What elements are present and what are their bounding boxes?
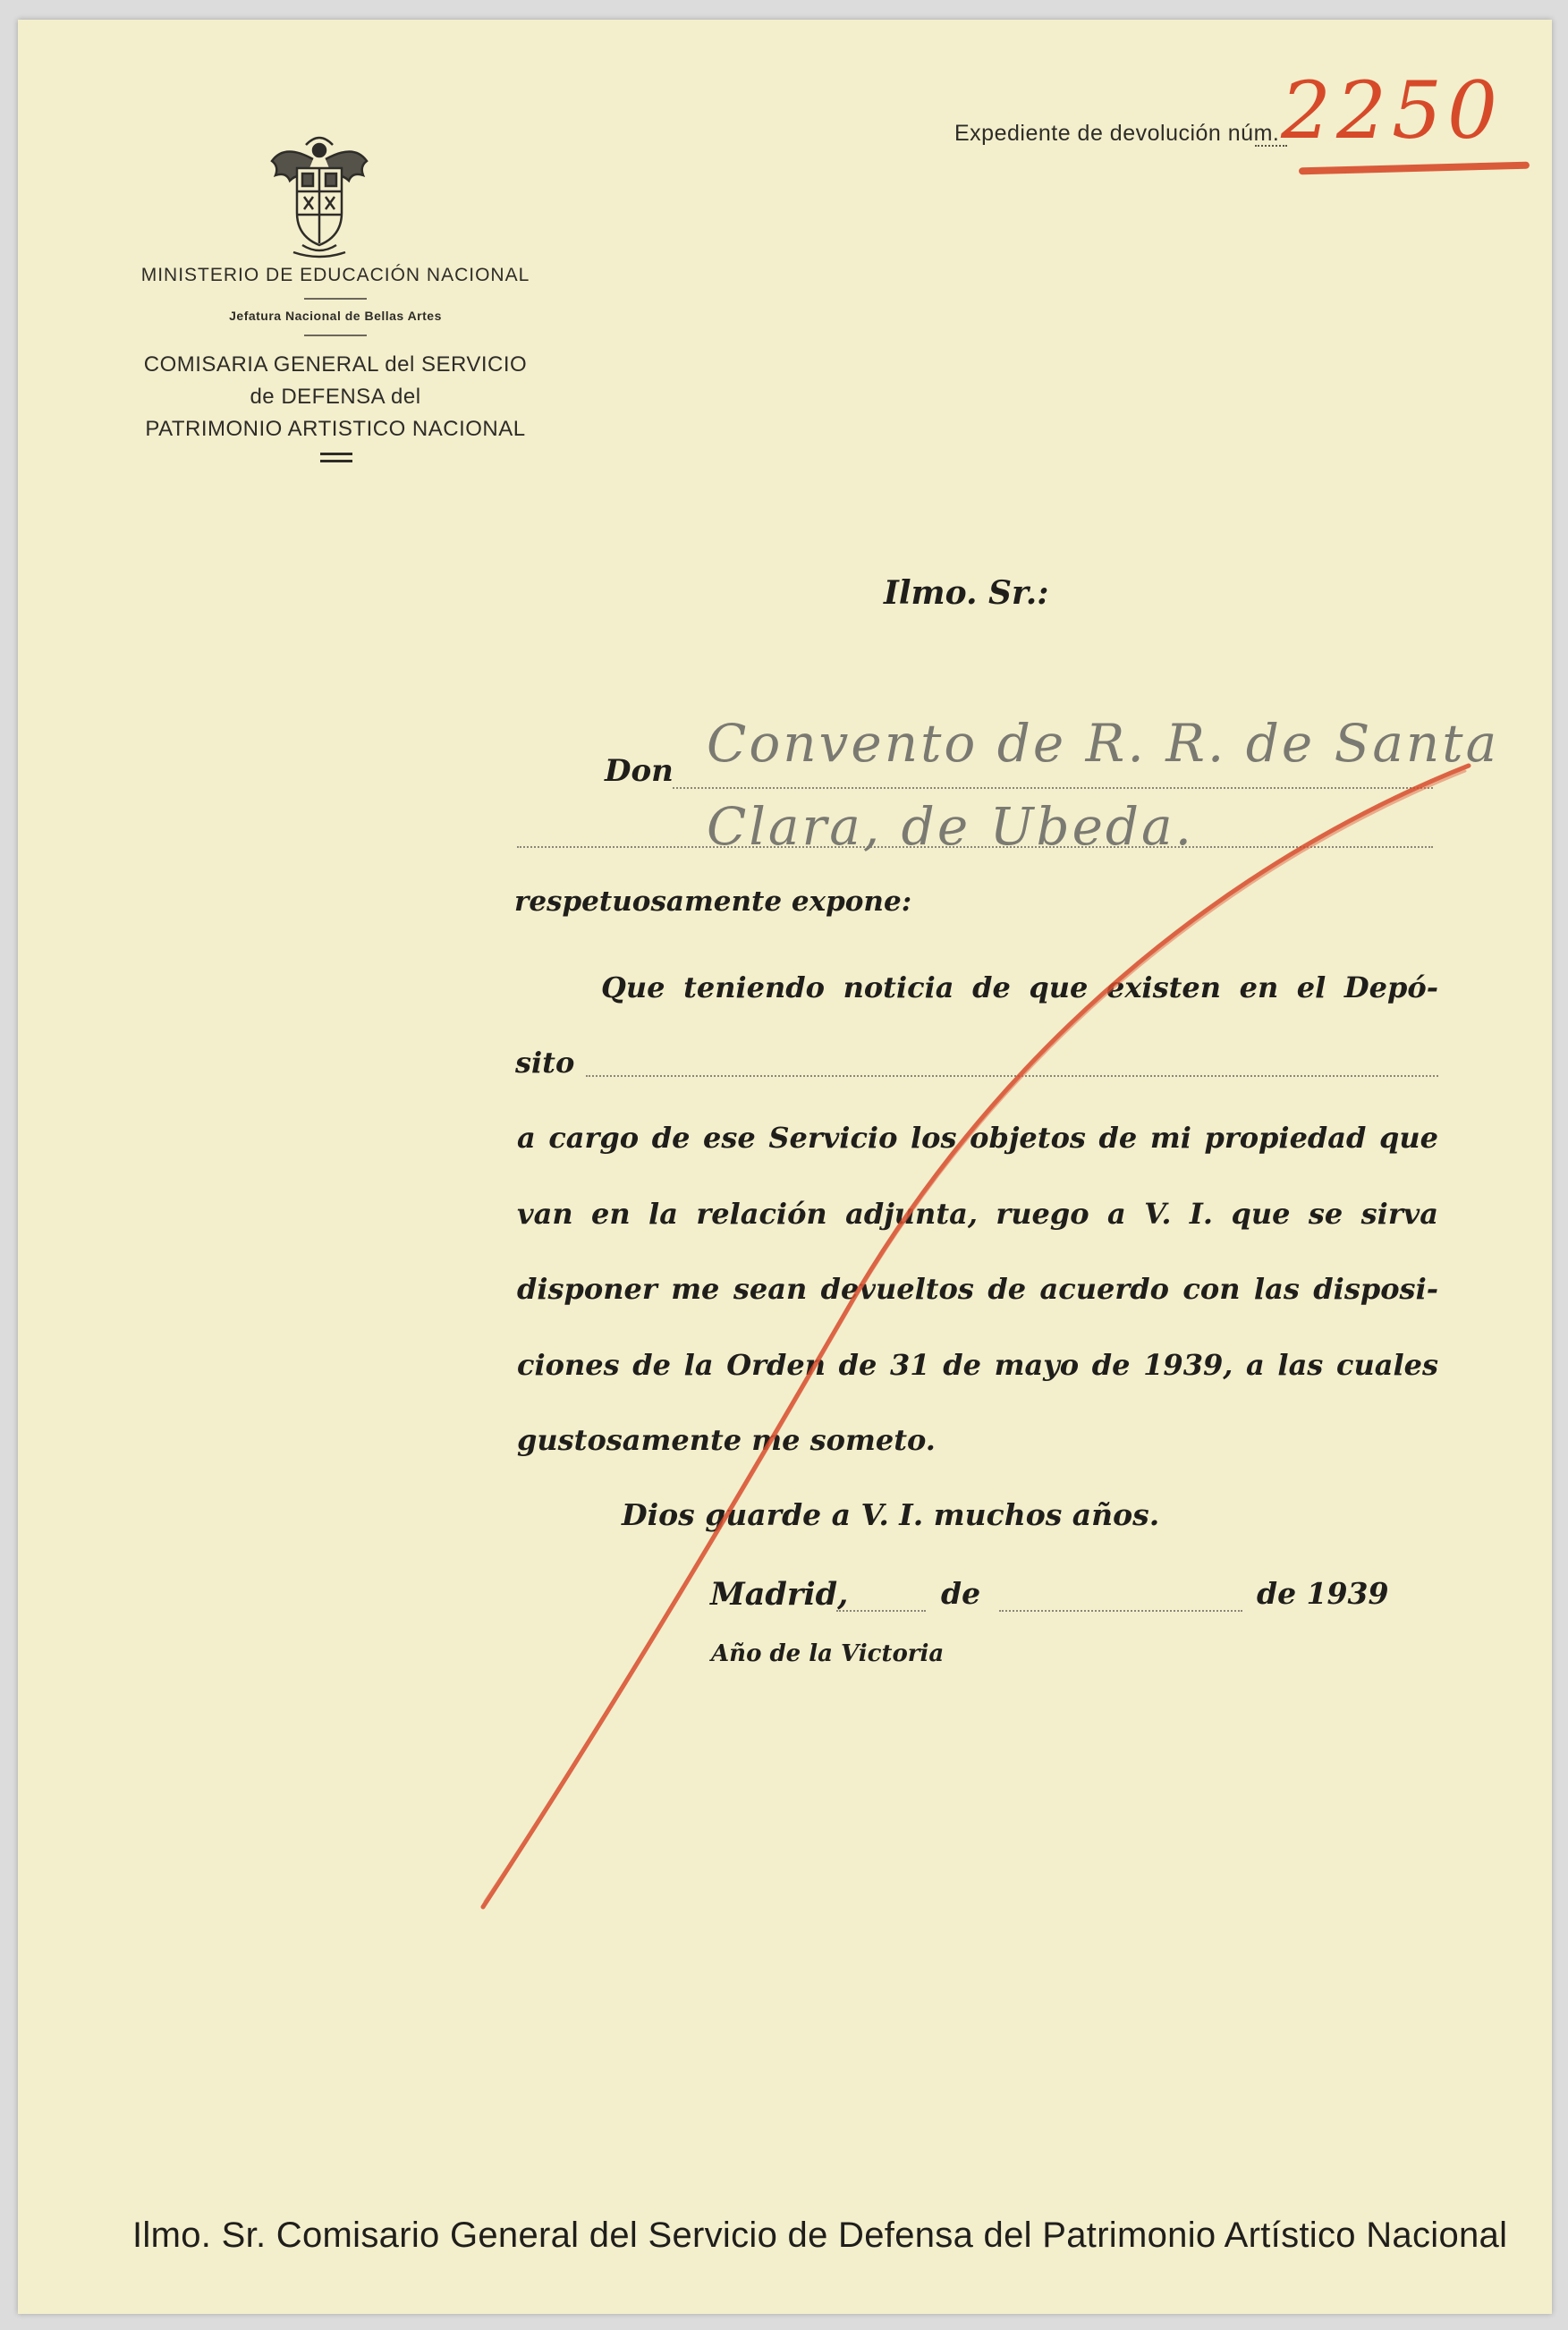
coat-of-arms-eagle-icon [267, 125, 372, 259]
body-line: sito [515, 1046, 575, 1080]
ministry-name: MINISTERIO DE EDUCACIÓN NACIONAL [140, 265, 530, 285]
deposit-fill-line [586, 1075, 1438, 1077]
name-fill-line [673, 787, 1433, 789]
header-rule [304, 298, 367, 300]
don-label: Don [605, 753, 674, 789]
expediente-number: 2250 [1281, 64, 1503, 157]
header-double-rule [320, 460, 352, 462]
commission-line-1: COMISARIA GENERAL del SERVICIO [143, 352, 528, 377]
body-line: a cargo de ese Servicio los objetos de mi propiedad que [517, 1121, 1438, 1155]
header-double-rule [320, 453, 352, 455]
commission-line-2: de DEFENSA del [250, 385, 421, 409]
date-place: Madrid, [710, 1576, 849, 1613]
body-line: disponer me sean devueltos de acuerdo con las disposi- [517, 1272, 1438, 1306]
expediente-label: Expediente de devolución núm. [954, 121, 1280, 146]
header-rule [304, 335, 367, 336]
department-name: Jefatura Nacional de Bellas Artes [229, 309, 442, 323]
body-line: van en la relación adjunta, ruego a V. I. que se sirva [517, 1197, 1438, 1231]
salutation: Ilmo. Sr.: [884, 574, 1049, 612]
handwritten-name-line-2: Clara, de Ubeda. [707, 796, 1195, 857]
footer-addressee: Ilmo. Sr. Comisario General del Servicio de Defensa del Patrimonio Artístico Nacional [132, 2216, 1508, 2255]
body-line: Que teniendo noticia de que existen en el Depó- [601, 970, 1438, 1004]
document-page [18, 20, 1552, 2314]
closing-formula: Dios guarde a V. I. muchos años. [622, 1497, 1160, 1532]
commission-line-3: PATRIMONIO ARTISTICO NACIONAL [145, 417, 526, 441]
date-month-fill-line [999, 1610, 1242, 1612]
date-year: de 1939 [1257, 1576, 1389, 1611]
expone-label: respetuosamente expone: [514, 885, 912, 918]
body-line: ciones de la Orden de 31 de mayo de 1939, a las cuales [517, 1348, 1438, 1382]
body-line: gustosamente me someto. [517, 1423, 936, 1457]
date-day-fill-line [836, 1610, 926, 1612]
expediente-number-underline [1299, 162, 1530, 175]
date-de: de [941, 1576, 981, 1611]
handwritten-name-line-1: Convento de R. R. de Santa [707, 713, 1500, 774]
year-motto: Año de la Victoria [711, 1640, 945, 1667]
